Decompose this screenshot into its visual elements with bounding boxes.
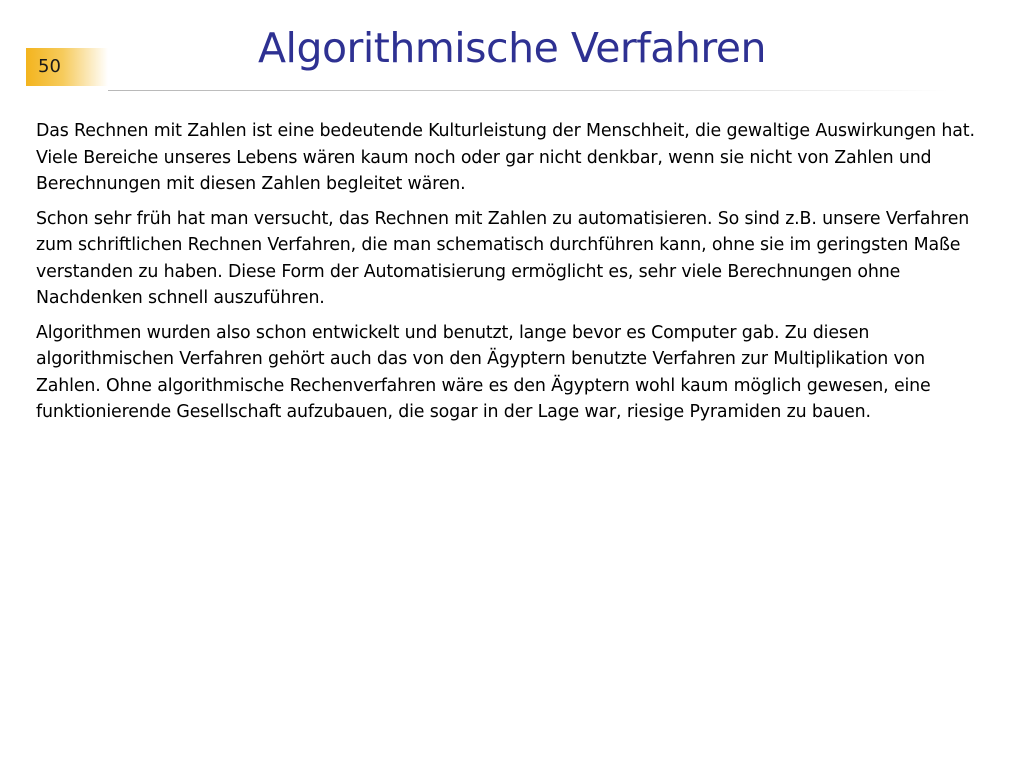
paragraph-1: Das Rechnen mit Zahlen ist eine bedeutende Kulturleistung der Menschheit, die gewaltige Auswirkungen hat. Viele Bereiche unseres Lebens wären kaum noch oder gar nicht denkbar, wenn sie nicht von Zahlen und Berechnungen mit diesen Zahlen begleitet wären.	[36, 121, 975, 194]
slide-title: Algorithmische Verfahren	[258, 24, 766, 72]
paragraph-3: Algorithmen wurden also schon entwickelt und benutzt, lange bevor es Computer gab. Zu diesen algorithmischen Verfahren gehört auch das von den Ägyptern benutzte Verfahren zur Multiplikation von Zahlen. Ohne algorithmische Rechenverfahren wäre es den Ägyptern wohl kaum möglich gewesen, eine funktionierende Gesellschaft aufzubauen, die sogar in der Lage war, riesige Pyramiden zu bauen.	[36, 322, 931, 422]
page-number: 50	[38, 56, 61, 77]
paragraph-2: Schon sehr früh hat man versucht, das Rechnen mit Zahlen zu automatisieren. So sind z.B. unsere Verfahren zum schriftlichen Rechnen Verfahren, die man schematisch durchführen kann, ohne sie im geringsten Maße verstanden zu haben. Diese Form der Automatisierung ermöglicht es, sehr viele Berechnungen ohne Nachdenken schnell auszuführen.	[36, 208, 970, 308]
slide-body	[36, 118, 976, 434]
title-divider	[108, 90, 948, 91]
